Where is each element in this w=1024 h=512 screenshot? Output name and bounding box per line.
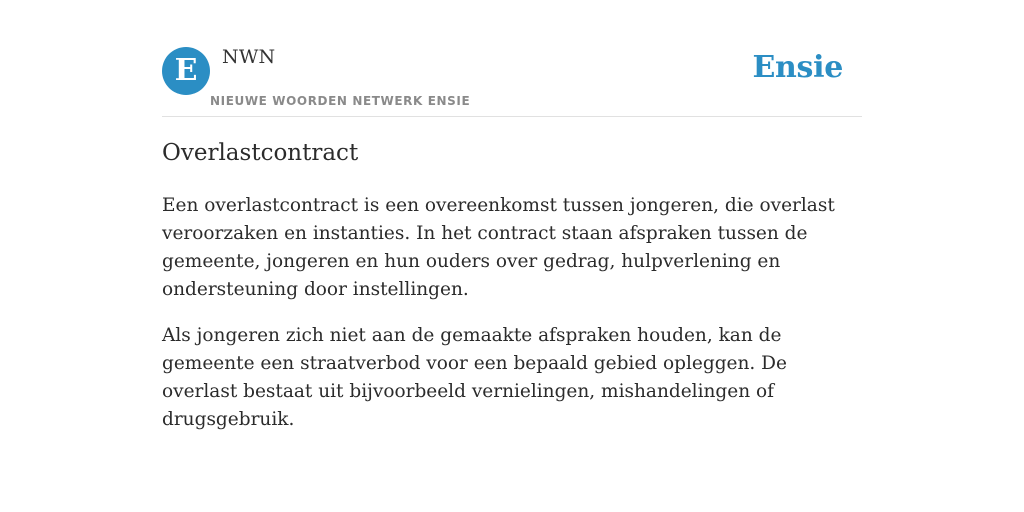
- network-name[interactable]: NIEUWE WOORDEN NETWERK ENSIE: [210, 94, 471, 108]
- page-title: Overlastcontract: [162, 140, 359, 166]
- paragraph: Een overlastcontract is een overeenkomst tussen jongeren, die overlast veroorzaken en instanties. In het contract staan afspraken tussen de gemeente, jongeren en hun ouders over gedrag, hulpverlening en ondersteuning door instellingen.: [162, 195, 835, 300]
- site-name[interactable]: NWN: [222, 46, 276, 68]
- entry-card: [162, 0, 862, 512]
- paragraph: Als jongeren zich niet aan de gemaakte afspraken houden, kan de gemeente een straatverbod voor een bepaald gebied opleggen. De overlast bestaat uit bijvoorbeeld vernielingen, mishandelingen of drugsgebruik.: [162, 325, 787, 430]
- entry-body: [162, 192, 862, 452]
- ensie-logo-icon[interactable]: E: [162, 47, 210, 95]
- brand-logo[interactable]: Ensie: [752, 50, 843, 85]
- header: [162, 0, 862, 117]
